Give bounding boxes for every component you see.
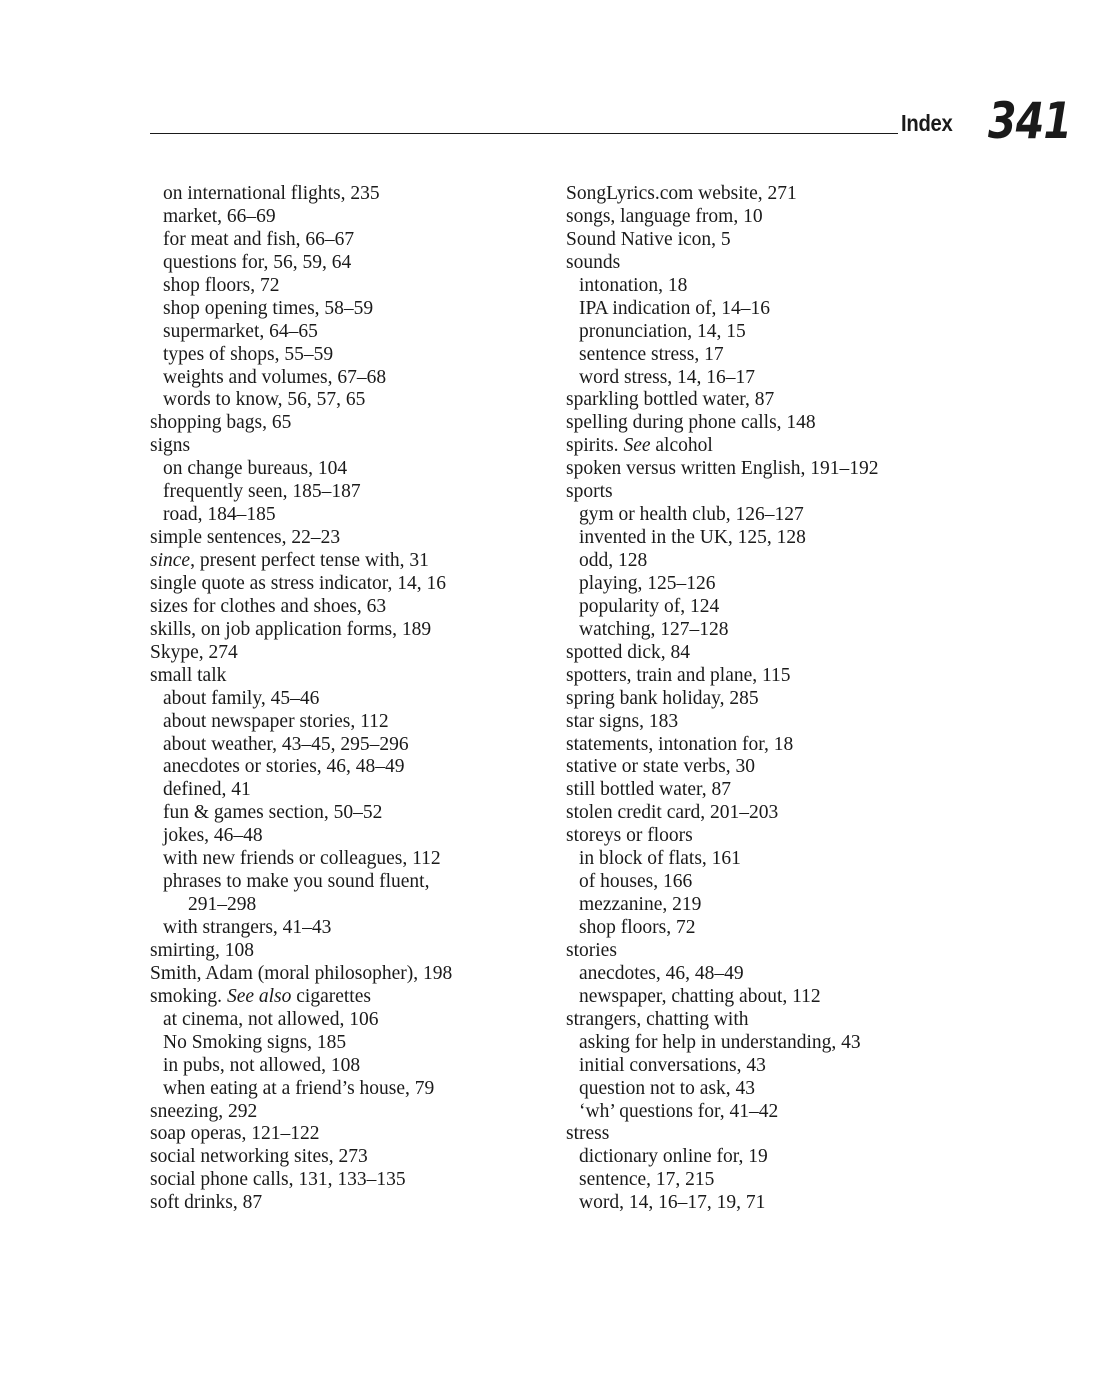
- index-subentry: [150, 779, 550, 802]
- index-entry-text: anecdotes, 46, 48–49: [579, 962, 744, 984]
- index-subentry: [150, 917, 550, 940]
- index-entry-text: shop floors, 72: [579, 917, 696, 938]
- index-entry-text: ‘wh’ questions for, 41–42: [579, 1100, 779, 1122]
- index-entry: [566, 435, 986, 458]
- index-subentry: [566, 848, 986, 871]
- index-entry-text: about newspaper stories, 112: [163, 710, 389, 732]
- index-subentry: [150, 298, 550, 321]
- index-cross-reference: See: [623, 435, 651, 457]
- index-subentry: [566, 1101, 986, 1124]
- index-entry-text: stolen credit card, 201–203: [566, 802, 779, 824]
- index-entry-text: , present perfect tense with, 31: [190, 550, 429, 571]
- index-entry-text: types of shops, 55–59: [163, 343, 334, 365]
- index-entry-text: questions for, 56, 59, 64: [163, 251, 352, 273]
- index-subentry: [150, 504, 550, 527]
- index-subentry: [566, 963, 986, 986]
- index-entry: [566, 458, 986, 481]
- index-entry-text: pronunciation, 14, 15: [579, 320, 746, 342]
- index-subentry: [566, 298, 986, 321]
- index-subentry: [150, 688, 550, 711]
- index-entry-text: asking for help in understanding, 43: [579, 1031, 861, 1053]
- index-subentry: [566, 871, 986, 894]
- index-subentry: [150, 1009, 550, 1032]
- index-subentry: [150, 1078, 550, 1101]
- index-subentry: [566, 1146, 986, 1169]
- index-entry-text: in pubs, not allowed, 108: [163, 1054, 361, 1076]
- index-entry: [150, 940, 550, 963]
- index-subentry: [566, 550, 986, 573]
- index-column-right: [566, 183, 986, 1215]
- index-entry-text: watching, 127–128: [579, 618, 729, 640]
- index-subentry: [566, 527, 986, 550]
- index-entry: [566, 412, 986, 435]
- index-entry-text: odd, 128: [579, 550, 648, 571]
- index-entry-text: spotters, train and plane, 115: [566, 664, 791, 686]
- index-entry: [566, 229, 986, 252]
- index-subentry: [150, 802, 550, 825]
- index-entry-text: Sound Native icon, 5: [566, 228, 731, 250]
- running-head-section: Index: [901, 110, 953, 136]
- index-entry-text: spirits.: [566, 435, 624, 457]
- index-subentry: [566, 619, 986, 642]
- index-subentry: [150, 871, 550, 894]
- index-entry-text: of houses, 166: [579, 871, 693, 893]
- index-entry: [150, 1146, 550, 1169]
- index-entry-text: words to know, 56, 57, 65: [163, 389, 366, 411]
- index-entry-text: statements, intonation for, 18: [566, 733, 794, 755]
- index-entry-text: sports: [566, 481, 613, 503]
- index-subentry: [566, 596, 986, 619]
- index-entry-text: spoken versus written English, 191–192: [566, 458, 879, 480]
- index-entry-text: simple sentences, 22–23: [150, 527, 341, 549]
- index-entry-text: jokes, 46–48: [163, 825, 263, 847]
- index-cross-reference: See also: [226, 985, 292, 1007]
- index-entry-text: with new friends or colleagues, 112: [163, 848, 441, 870]
- index-entry-text: about weather, 43–45, 295–296: [163, 733, 409, 755]
- index-entry-text: soft drinks, 87: [150, 1192, 263, 1214]
- index-entry-text: spelling during phone calls, 148: [566, 412, 816, 434]
- index-entry: [150, 527, 550, 550]
- index-subentry: [566, 986, 986, 1009]
- index-entry-text: star signs, 183: [566, 710, 679, 732]
- index-entry-text: 291–298: [188, 894, 257, 916]
- index-entry: [566, 802, 986, 825]
- index-entry-text: sentence stress, 17: [579, 343, 724, 365]
- index-entry: [150, 1192, 550, 1215]
- index-subentry: [566, 1078, 986, 1101]
- index-entry-text: word, 14, 16–17, 19, 71: [579, 1192, 766, 1214]
- index-entry-text: spring bank holiday, 285: [566, 687, 759, 709]
- index-entry-text: about family, 45–46: [163, 687, 320, 709]
- index-entry: [566, 940, 986, 963]
- index-entry-text: social phone calls, 131, 133–135: [150, 1169, 406, 1191]
- index-entry-text: soap operas, 121–122: [150, 1123, 320, 1145]
- index-subentry: [150, 894, 550, 917]
- index-subentry: [150, 344, 550, 367]
- index-entry-text: when eating at a friend’s house, 79: [163, 1077, 435, 1099]
- index-entry: [150, 665, 550, 688]
- index-entry-text: word stress, 14, 16–17: [579, 366, 756, 388]
- index-entry-text: with strangers, 41–43: [163, 917, 332, 938]
- index-entry: [150, 550, 550, 573]
- index-subentry: [150, 321, 550, 344]
- index-subentry: [150, 1032, 550, 1055]
- index-entry-text: shopping bags, 65: [150, 412, 292, 434]
- index-subentry: [150, 711, 550, 734]
- index-subentry: [566, 894, 986, 917]
- index-subentry: [150, 183, 550, 206]
- index-entry: [566, 756, 986, 779]
- index-entry: [566, 1009, 986, 1032]
- index-cross-reference-target: cigarettes: [291, 985, 371, 1007]
- index-subentry: [150, 458, 550, 481]
- index-entry: [566, 252, 986, 275]
- index-entry-text: fun & games section, 50–52: [163, 802, 383, 824]
- index-entry-text: sizes for clothes and shoes, 63: [150, 595, 387, 617]
- index-entry-text: defined, 41: [163, 779, 251, 801]
- index-entry-text: sneezing, 292: [150, 1100, 258, 1122]
- index-entry-text: initial conversations, 43: [579, 1054, 766, 1076]
- index-entry-text: SongLyrics.com website, 271: [566, 183, 797, 204]
- index-entry-text: dictionary online for, 19: [579, 1146, 768, 1168]
- index-entry-text: mezzanine, 219: [579, 894, 702, 916]
- index-entry: [566, 734, 986, 757]
- index-subentry: [150, 1055, 550, 1078]
- index-subentry: [150, 275, 550, 298]
- index-subentry: [566, 367, 986, 390]
- index-entry: [566, 642, 986, 665]
- index-entry: [566, 481, 986, 504]
- index-entry-text: newspaper, chatting about, 112: [579, 985, 821, 1007]
- index-subentry: [150, 756, 550, 779]
- index-column-left: [150, 183, 550, 1215]
- index-subentry: [150, 389, 550, 412]
- index-entry-text: supermarket, 64–65: [163, 320, 318, 342]
- index-subentry: [566, 344, 986, 367]
- index-subentry: [150, 252, 550, 275]
- index-subentry: [150, 229, 550, 252]
- index-subentry: [150, 734, 550, 757]
- index-entry-text: Smith, Adam (moral philosopher), 198: [150, 962, 453, 984]
- index-subentry: [566, 1192, 986, 1215]
- index-entry-text: shop floors, 72: [163, 274, 280, 296]
- index-entry: [150, 1169, 550, 1192]
- index-subentry: [150, 481, 550, 504]
- index-entry-text: signs: [150, 435, 191, 457]
- index-entry-text: smoking.: [150, 985, 227, 1007]
- index-entry-text: sounds: [566, 251, 621, 273]
- index-entry-text: sentence, 17, 215: [579, 1169, 715, 1191]
- index-entry: [566, 779, 986, 802]
- index-entry: [150, 619, 550, 642]
- index-subentry: [150, 206, 550, 229]
- index-entry: [150, 986, 550, 1009]
- index-entry-text: stories: [566, 939, 617, 961]
- index-entry: [566, 665, 986, 688]
- index-cross-reference-target: alcohol: [650, 435, 713, 457]
- index-entry-text: question not to ask, 43: [579, 1077, 756, 1099]
- index-subentry: [566, 573, 986, 596]
- index-entry-text: single quote as stress indicator, 14, 16: [150, 572, 447, 594]
- index-entry: [150, 435, 550, 458]
- index-entry-text: storeys or floors: [566, 825, 693, 847]
- index-subentry: [150, 848, 550, 871]
- index-entry-text: shop opening times, 58–59: [163, 297, 374, 319]
- header-rule: [150, 133, 898, 134]
- index-entry-text: on change bureaus, 104: [163, 458, 348, 480]
- index-entry-text: still bottled water, 87: [566, 779, 731, 801]
- index-entry-text: anecdotes or stories, 46, 48–49: [163, 756, 405, 778]
- index-entry: [566, 711, 986, 734]
- index-subentry: [566, 321, 986, 344]
- index-entry-text: for meat and fish, 66–67: [163, 228, 355, 250]
- index-entry-text: strangers, chatting with: [566, 1008, 749, 1030]
- index-entry-text: stress: [566, 1123, 610, 1145]
- index-entry-text: small talk: [150, 664, 227, 686]
- index-entry-italic: since: [150, 550, 191, 571]
- index-subentry: [566, 504, 986, 527]
- index-entry-text: phrases to make you sound fluent,: [163, 871, 430, 893]
- index-subentry: [150, 825, 550, 848]
- index-entry-text: invented in the UK, 125, 128: [579, 527, 806, 549]
- index-entry: [566, 1123, 986, 1146]
- index-entry: [566, 389, 986, 412]
- index-entry-text: smirting, 108: [150, 939, 255, 961]
- index-entry-text: songs, language from, 10: [566, 205, 763, 227]
- index-entry-text: playing, 125–126: [579, 572, 716, 594]
- index-entry: [150, 963, 550, 986]
- index-subentry: [150, 367, 550, 390]
- index-entry-text: at cinema, not allowed, 106: [163, 1008, 379, 1030]
- index-entry-text: No Smoking signs, 185: [163, 1031, 347, 1053]
- index-entry-text: IPA indication of, 14–16: [579, 297, 771, 319]
- index-entry: [150, 573, 550, 596]
- index-entry-text: stative or state verbs, 30: [566, 756, 755, 778]
- index-entry-text: skills, on job application forms, 189: [150, 618, 432, 640]
- index-entry-text: gym or health club, 126–127: [579, 504, 804, 526]
- index-entry: [566, 206, 986, 229]
- index-entry: [566, 688, 986, 711]
- index-entry: [150, 412, 550, 435]
- index-entry-text: popularity of, 124: [579, 595, 720, 617]
- index-entry-text: in block of flats, 161: [579, 848, 741, 870]
- index-subentry: [566, 1032, 986, 1055]
- index-subentry: [566, 275, 986, 298]
- index-entry: [566, 183, 986, 206]
- index-entry-text: sparkling bottled water, 87: [566, 389, 775, 411]
- index-subentry: [566, 917, 986, 940]
- index-entry: [150, 642, 550, 665]
- index-entry-text: spotted dick, 84: [566, 641, 691, 663]
- index-entry: [150, 596, 550, 619]
- index-entry: [566, 825, 986, 848]
- index-entry: [150, 1101, 550, 1124]
- index-subentry: [566, 1169, 986, 1192]
- index-entry-text: intonation, 18: [579, 274, 688, 296]
- index-entry-text: Skype, 274: [150, 641, 238, 663]
- index-entry-text: on international flights, 235: [163, 183, 380, 204]
- index-entry-text: market, 66–69: [163, 205, 276, 227]
- index-entry: [150, 1123, 550, 1146]
- index-entry-text: frequently seen, 185–187: [163, 481, 361, 503]
- index-entry-text: social networking sites, 273: [150, 1146, 368, 1168]
- index-entry-text: road, 184–185: [163, 504, 276, 526]
- index-subentry: [566, 1055, 986, 1078]
- index-entry-text: weights and volumes, 67–68: [163, 366, 387, 388]
- page-number: 341: [988, 92, 1072, 150]
